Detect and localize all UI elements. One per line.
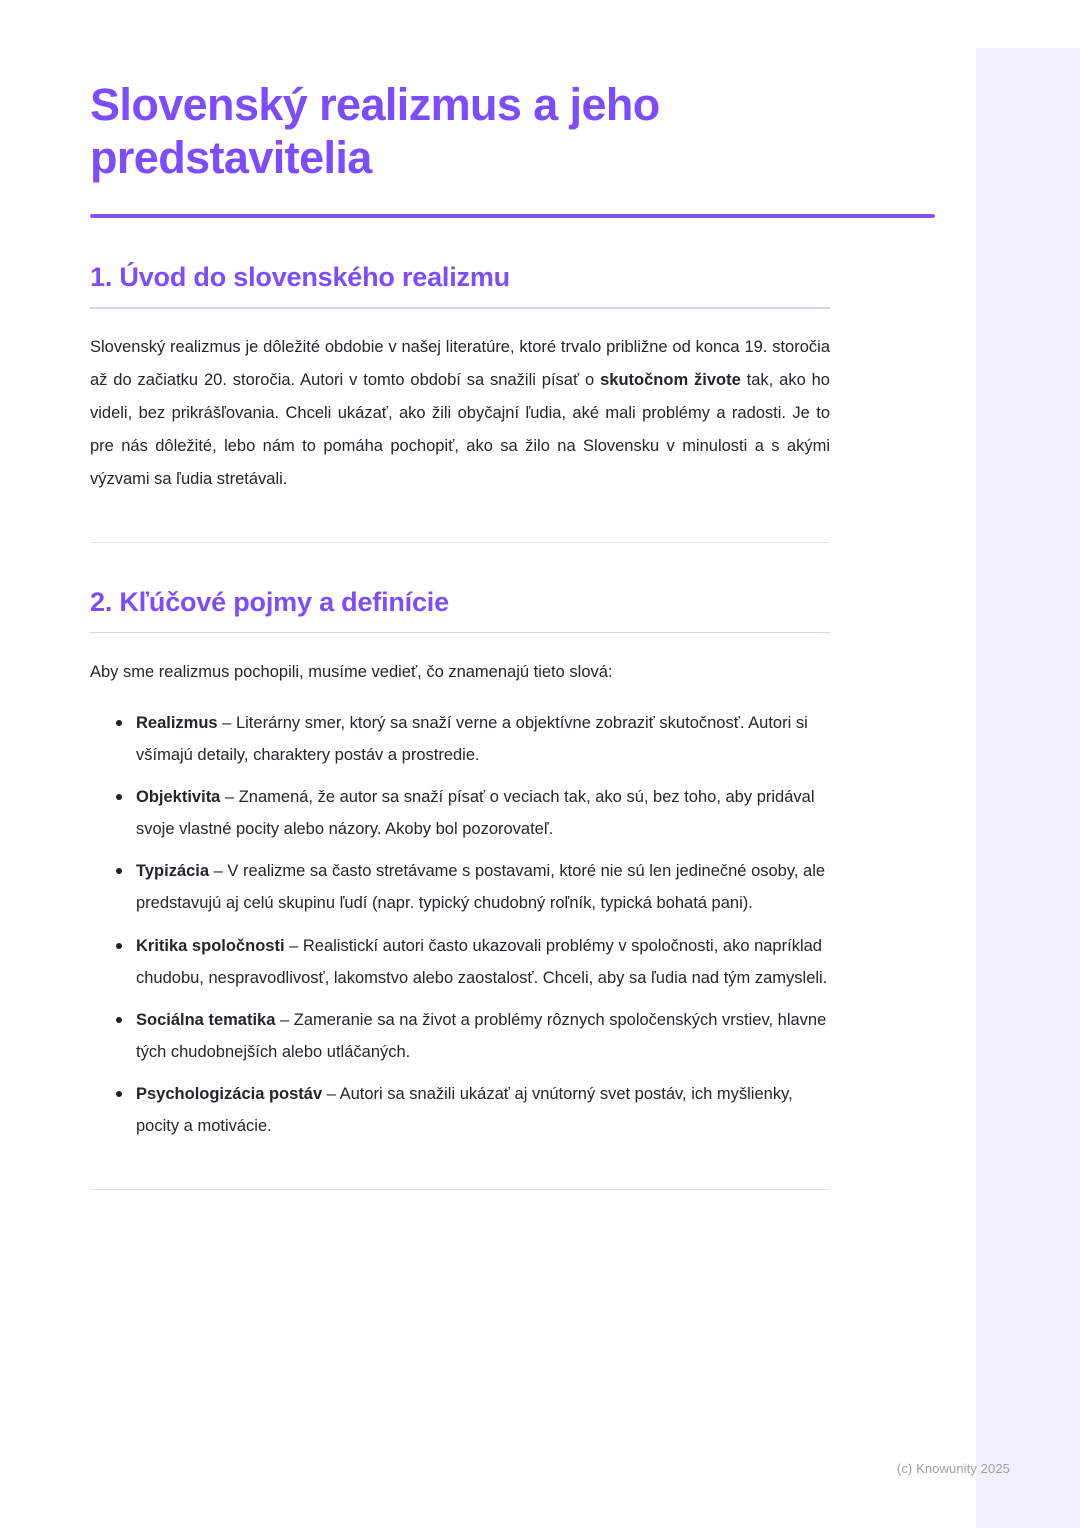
term-label: Realizmus — [136, 713, 218, 732]
term-label: Typizácia — [136, 862, 210, 881]
definition-list — [90, 707, 835, 1143]
footer-copyright: (c) Knowunity 2025 — [896, 1461, 1010, 1476]
page-title: Slovenský realizmus a jeho predstavitelia — [90, 79, 660, 184]
list-item — [120, 855, 835, 919]
term-label: Psychologizácia postáv — [136, 1085, 323, 1104]
content-divider-2 — [90, 1189, 830, 1190]
term-definition: – Realistickí autori často ukazovali problémy v spoločnosti, ako napríklad chudobu, nespravodlivosť, lakomstvo alebo zaostalosť. Chceli, aby sa ľudia nad tým zamysleli. — [136, 936, 828, 987]
section-heading-1: 1. Úvod do slovenského realizmu — [90, 262, 510, 293]
paragraph-part-after: tak, ako ho videli, bez prikrášľovania. Chceli ukázať, ako žili obyčajní ľudia, aké mali problémy a radosti. Je to pre nás dôležité, lebo nám to pomáha pochopiť, ako sa žilo na Slovensku v minulosti a s akými výzvami sa ľudia stretávali. — [90, 370, 830, 488]
list-item — [120, 1078, 835, 1142]
section-divider-2 — [90, 632, 830, 634]
list-item — [120, 930, 835, 994]
section-divider-1 — [90, 307, 830, 309]
content-divider-1 — [90, 542, 830, 543]
term-label: Sociálna tematika — [136, 1010, 276, 1029]
term-definition: – Autori sa snažili ukázať aj vnútorný svet postáv, ich myšlienky, pocity a motivácie. — [136, 1085, 793, 1136]
term-definition: – V realizme sa často stretávame s postavami, ktoré nie sú len jedinečné osoby, ale predstavujú aj celú skupinu ľudí (napr. typický chudobný roľník, typická bohatá pani). — [136, 862, 826, 913]
title-divider — [90, 214, 935, 218]
list-item — [120, 707, 835, 771]
section-2-lead: Aby sme realizmus pochopili, musíme vedieť, čo znamenajú tieto slová: — [90, 663, 613, 682]
term-definition: – Literárny smer, ktorý sa snaží verne a objektívne zobraziť skutočnosť. Autori si všímajú detaily, charaktery postáv a prostredie. — [136, 713, 808, 764]
term-label: Objektivita — [136, 787, 221, 806]
paragraph-emphasis: skutočnom živote — [600, 370, 741, 389]
term-definition: – Znamená, že autor sa snaží písať o veciach tak, ako sú, bez toho, aby pridával svoje vlastné pocity alebo názory. Akoby bol pozorovateľ. — [136, 787, 815, 839]
section-heading-2: 2. Kľúčové pojmy a definície — [90, 586, 449, 617]
term-label: Kritika spoločnosti — [136, 936, 285, 955]
paragraph-part-before: Slovenský realizmus je dôležité obdobie v našej literatúre, ktoré trvalo približne od konca 19. storočia až do začiatku 20. storočia. Autori v tomto období sa snažili písať o — [90, 337, 830, 389]
term-definition: – Zameranie sa na život a problémy rôznych spoločenských vrstiev, hlavne tých chudobnejších alebo utláčaných. — [136, 1010, 827, 1062]
list-item — [120, 1004, 835, 1068]
list-item — [120, 781, 835, 845]
section-1-paragraph — [90, 331, 830, 496]
